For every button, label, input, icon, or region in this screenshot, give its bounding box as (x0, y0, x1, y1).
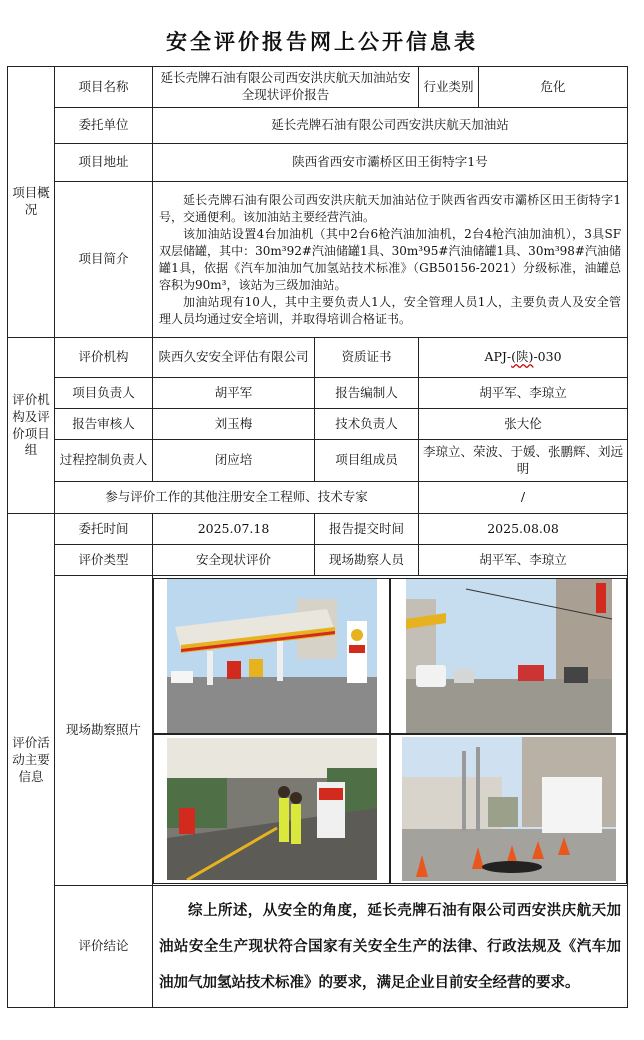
station-canopy-photo (167, 579, 377, 733)
client-value: 延长壳牌石油有限公司西安洪庆航天加油站 (153, 108, 628, 144)
project-name-value: 延长壳牌石油有限公司西安洪庆航天加油站安全现状评价报告 (153, 67, 419, 108)
project-name-label: 项目名称 (55, 67, 153, 108)
project-intro (153, 182, 628, 338)
cert-label: 资质证书 (315, 338, 419, 378)
site-photo-4 (390, 734, 627, 884)
type-label: 评价类型 (55, 545, 153, 576)
type-value: 安全现状评价 (153, 545, 315, 576)
site-photos (153, 576, 628, 886)
reviewer-label: 报告审核人 (55, 409, 153, 440)
site-photo-1 (153, 578, 390, 734)
cert-prefix: APJ- (484, 349, 512, 365)
members-value: 李琼立、荣波、于媛、张鹏辉、刘远明 (419, 440, 628, 482)
conclusion-text (153, 886, 628, 1008)
intro-paragraph-2: 该加油站设置4台加油机（其中2台6枪汽油加油机，2台4枪汽油加油机），3具SF双层储罐，其中：30m³92#汽油储罐1具、30m³95#汽油储罐1具、30m³98#汽油储罐1具，依据《汽车加油加气加氢站技术标准》（GB50156-2021）分级标准，油罐总容积为90m³，该站为三级加油站。 (159, 226, 622, 292)
members-label: 项目组成员 (315, 440, 419, 482)
industry-label: 行业类别 (419, 67, 479, 108)
industry-value: 危化 (479, 67, 628, 108)
cert-value (419, 338, 628, 378)
intro-paragraph-1: 延长壳牌石油有限公司西安洪庆航天加油站位于陕西省西安市灞桥区田王街特字1号，交通便利。该加油站主要经营汽油。 (159, 192, 622, 224)
writer-label: 报告编制人 (315, 378, 419, 409)
others-label: 参与评价工作的其他注册安全工程师、技术专家 (55, 482, 419, 514)
others-value: / (419, 482, 628, 514)
intro-label: 项目简介 (55, 182, 153, 338)
group-agency: 评价机构及评价项目组 (8, 338, 55, 514)
group-activity: 评价活动主要信息 (8, 514, 55, 1008)
cert-province: (陕) (511, 349, 534, 365)
group-project-overview: 项目概况 (8, 67, 55, 338)
intro-paragraph-3: 加油站现有10人，其中主要负责人1人，安全管理人员1人，主要负责人及安全管理人员均通过安全培训，并取得培训合格证书。 (159, 294, 622, 326)
process-label: 过程控制负责人 (55, 440, 153, 482)
org-label: 评价机构 (55, 338, 153, 378)
tank-area-photo (402, 737, 616, 881)
tech-value: 张大伦 (419, 409, 628, 440)
commission-label: 委托时间 (55, 514, 153, 545)
survey-label: 现场勘察人员 (315, 545, 419, 576)
address-label: 项目地址 (55, 144, 153, 182)
submit-value: 2025.08.08 (419, 514, 628, 545)
survey-value: 胡平军、李琼立 (419, 545, 628, 576)
writer-value: 胡平军、李琼立 (419, 378, 628, 409)
address-value: 陕西省西安市灞桥区田王街特字1号 (153, 144, 628, 182)
leader-label: 项目负责人 (55, 378, 153, 409)
submit-label: 报告提交时间 (315, 514, 419, 545)
reviewer-value: 刘玉梅 (153, 409, 315, 440)
tech-label: 技术负责人 (315, 409, 419, 440)
commission-value: 2025.07.18 (153, 514, 315, 545)
cert-suffix: -030 (533, 349, 562, 365)
conclusion-label: 评价结论 (55, 886, 153, 1008)
client-label: 委托单位 (55, 108, 153, 144)
conclusion-paragraph: 综上所述，从安全的角度，延长壳牌石油有限公司西安洪庆航天加油站安全生产现状符合国家有关安全生产的法律、行政法规及《汽车加油加气加氢站技术标准》的要求，满足企业目前安全经营的要求。 (159, 901, 622, 991)
site-photo-3 (153, 734, 390, 884)
leader-value: 胡平军 (153, 378, 315, 409)
page-title: 安全评价报告网上公开信息表 (166, 30, 478, 54)
inspectors-photo (167, 738, 377, 880)
process-value: 闭应培 (153, 440, 315, 482)
photos-label: 现场勘察照片 (55, 576, 153, 886)
info-table (7, 66, 628, 1008)
street-view-photo (406, 579, 612, 733)
org-value: 陕西久安安全评估有限公司 (153, 338, 315, 378)
site-photo-2 (390, 578, 627, 734)
